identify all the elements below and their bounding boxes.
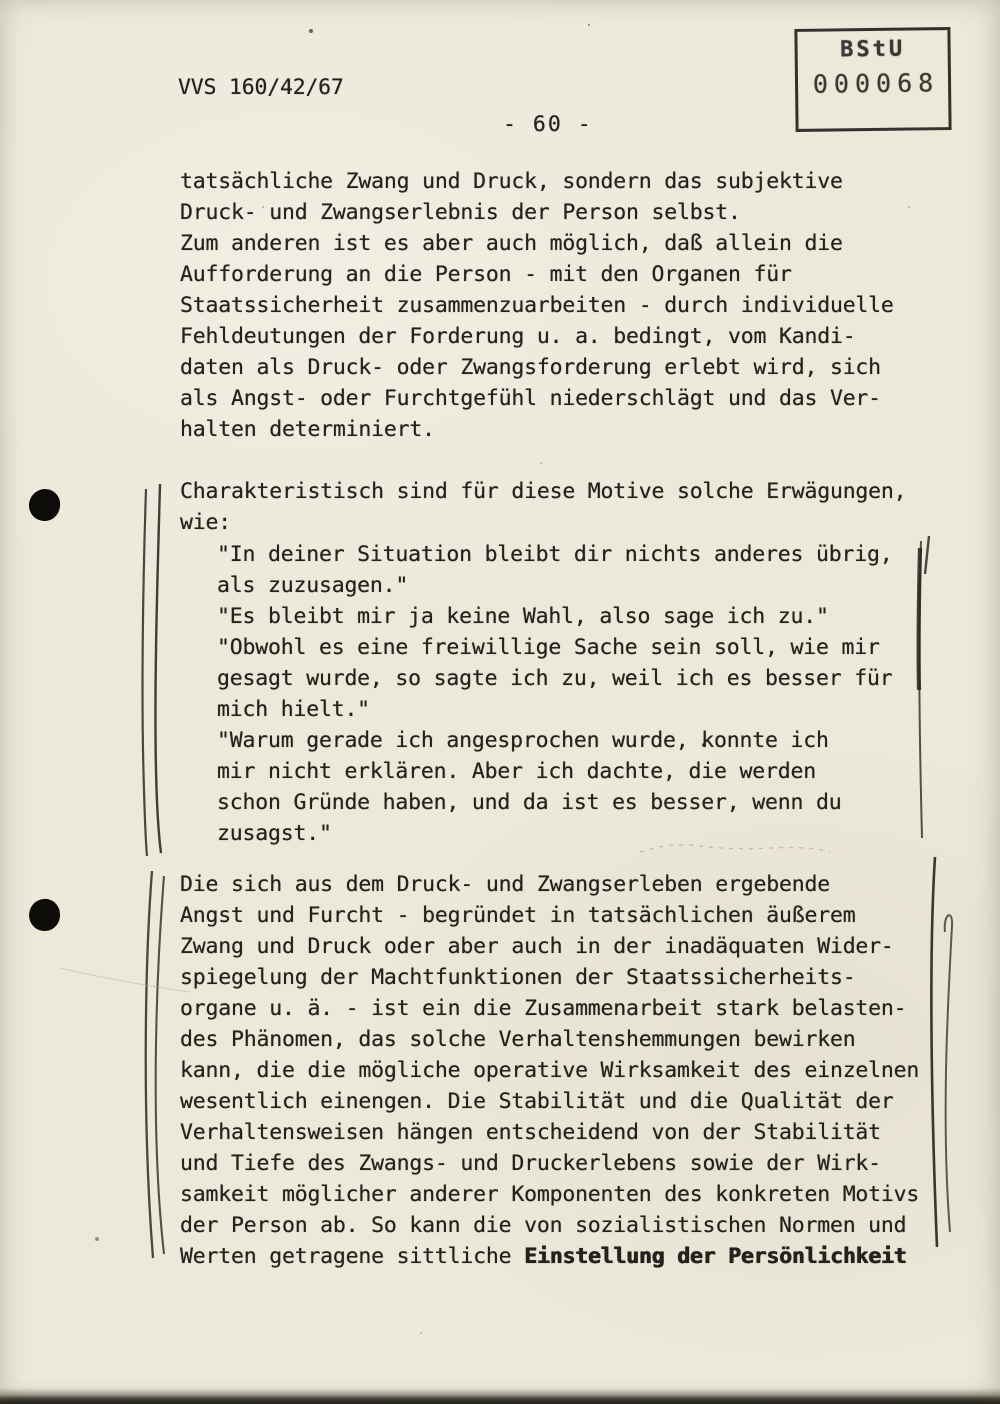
- scan-bottom-edge: [0, 1388, 1000, 1404]
- text-line: Druck- und Zwangserlebnis der Person selbst.: [180, 200, 741, 225]
- punch-hole-icon: [28, 898, 62, 933]
- quote-line: "Warum gerade ich angesprochen wurde, konnte ich: [217, 728, 829, 753]
- quote-line: gesagt wurde, so sagte ich zu, weil ich es besser für: [217, 666, 893, 691]
- quotation-block: [217, 539, 892, 849]
- paragraph-1: [180, 166, 894, 445]
- text-line: Fehldeutungen der Forderung u. a. bedingt, vom Kandi-: [180, 324, 856, 349]
- text-line: Zum anderen ist es aber auch möglich, daß allein die: [180, 231, 843, 256]
- quote-line: schon Gründe haben, und da ist es besser, wenn du: [217, 790, 842, 815]
- text-segment: Werten getragene sittliche: [180, 1244, 525, 1269]
- text-line: Die sich aus dem Druck- und Zwangserleben ergebende: [180, 872, 830, 897]
- stamp-org-label: BStU: [839, 36, 906, 63]
- text-line: halten determiniert.: [180, 417, 435, 442]
- text-line: samkeit möglicher anderer Komponenten des konkreten Motivs: [180, 1182, 920, 1207]
- text-line: Verhaltensweisen hängen entscheidend von der Stabilität: [180, 1120, 881, 1145]
- text-line: daten als Druck- oder Zwangsforderung erlebt wird, sich: [180, 355, 881, 380]
- text-line: Staatssicherheit zusammenzuarbeiten - durch individuelle: [180, 293, 894, 318]
- paper-speckles: [0, 0, 2, 2]
- text-line: Angst und Furcht - begründet in tatsächlichen äußerem: [180, 903, 856, 928]
- quote-line: mich hielt.": [217, 697, 370, 722]
- quote-line: als zuzusagen.": [217, 573, 409, 598]
- text-line: der Person ab. So kann die von sozialistischen Normen und: [180, 1213, 907, 1238]
- text-line: spiegelung der Machtfunktionen der Staatssicherheits-: [180, 965, 856, 990]
- stamp-page-counter: 000068: [812, 68, 940, 99]
- quote-line: "Obwohl es eine freiwillige Sache sein soll, wie mir: [217, 635, 880, 660]
- document-reference: VVS 160/42/67: [178, 75, 344, 100]
- bstu-archive-stamp: [794, 27, 951, 132]
- text-line: tatsächliche Zwang und Druck, sondern das subjektive: [180, 169, 843, 194]
- quote-line: "Es bleibt mir ja keine Wahl, also sage ich zu.": [217, 604, 829, 629]
- text-line: organe u. ä. - ist ein die Zusammenarbeit stark belasten-: [180, 996, 907, 1021]
- paragraph-2-intro: [180, 476, 906, 538]
- text-line: Zwang und Druck oder aber auch in der inadäquaten Wider-: [180, 934, 894, 959]
- text-line: Charakteristisch sind für diese Motive solche Erwägungen,: [180, 479, 907, 504]
- punch-hole-icon: [27, 487, 62, 523]
- quote-line: zusagst.": [217, 821, 332, 846]
- text-line-emphasized: [180, 1241, 919, 1272]
- quote-line: "In deiner Situation bleibt dir nichts anderes übrig,: [217, 542, 893, 567]
- page-number: - 60 -: [503, 112, 593, 137]
- text-line: Aufforderung an die Person - mit den Organen für: [180, 262, 792, 287]
- text-line: wesentlich einengen. Die Stabilität und die Qualität der: [180, 1089, 894, 1114]
- emphasized-text-segment: Einstellung der Persönlichkeit: [524, 1244, 907, 1269]
- paragraph-3: [180, 869, 919, 1272]
- text-line: und Tiefe des Zwangs- und Druckerlebens sowie der Wirk-: [180, 1151, 881, 1176]
- text-line: kann, die die mögliche operative Wirksamkeit des einzelnen: [180, 1058, 920, 1083]
- text-line: des Phänomen, das solche Verhaltenshemmungen bewirken: [180, 1027, 856, 1052]
- text-line: wie:: [180, 510, 231, 535]
- quote-line: mir nicht erklären. Aber ich dachte, die werden: [217, 759, 816, 784]
- text-line: als Angst- oder Furchtgefühl niederschlägt und das Ver-: [180, 386, 881, 411]
